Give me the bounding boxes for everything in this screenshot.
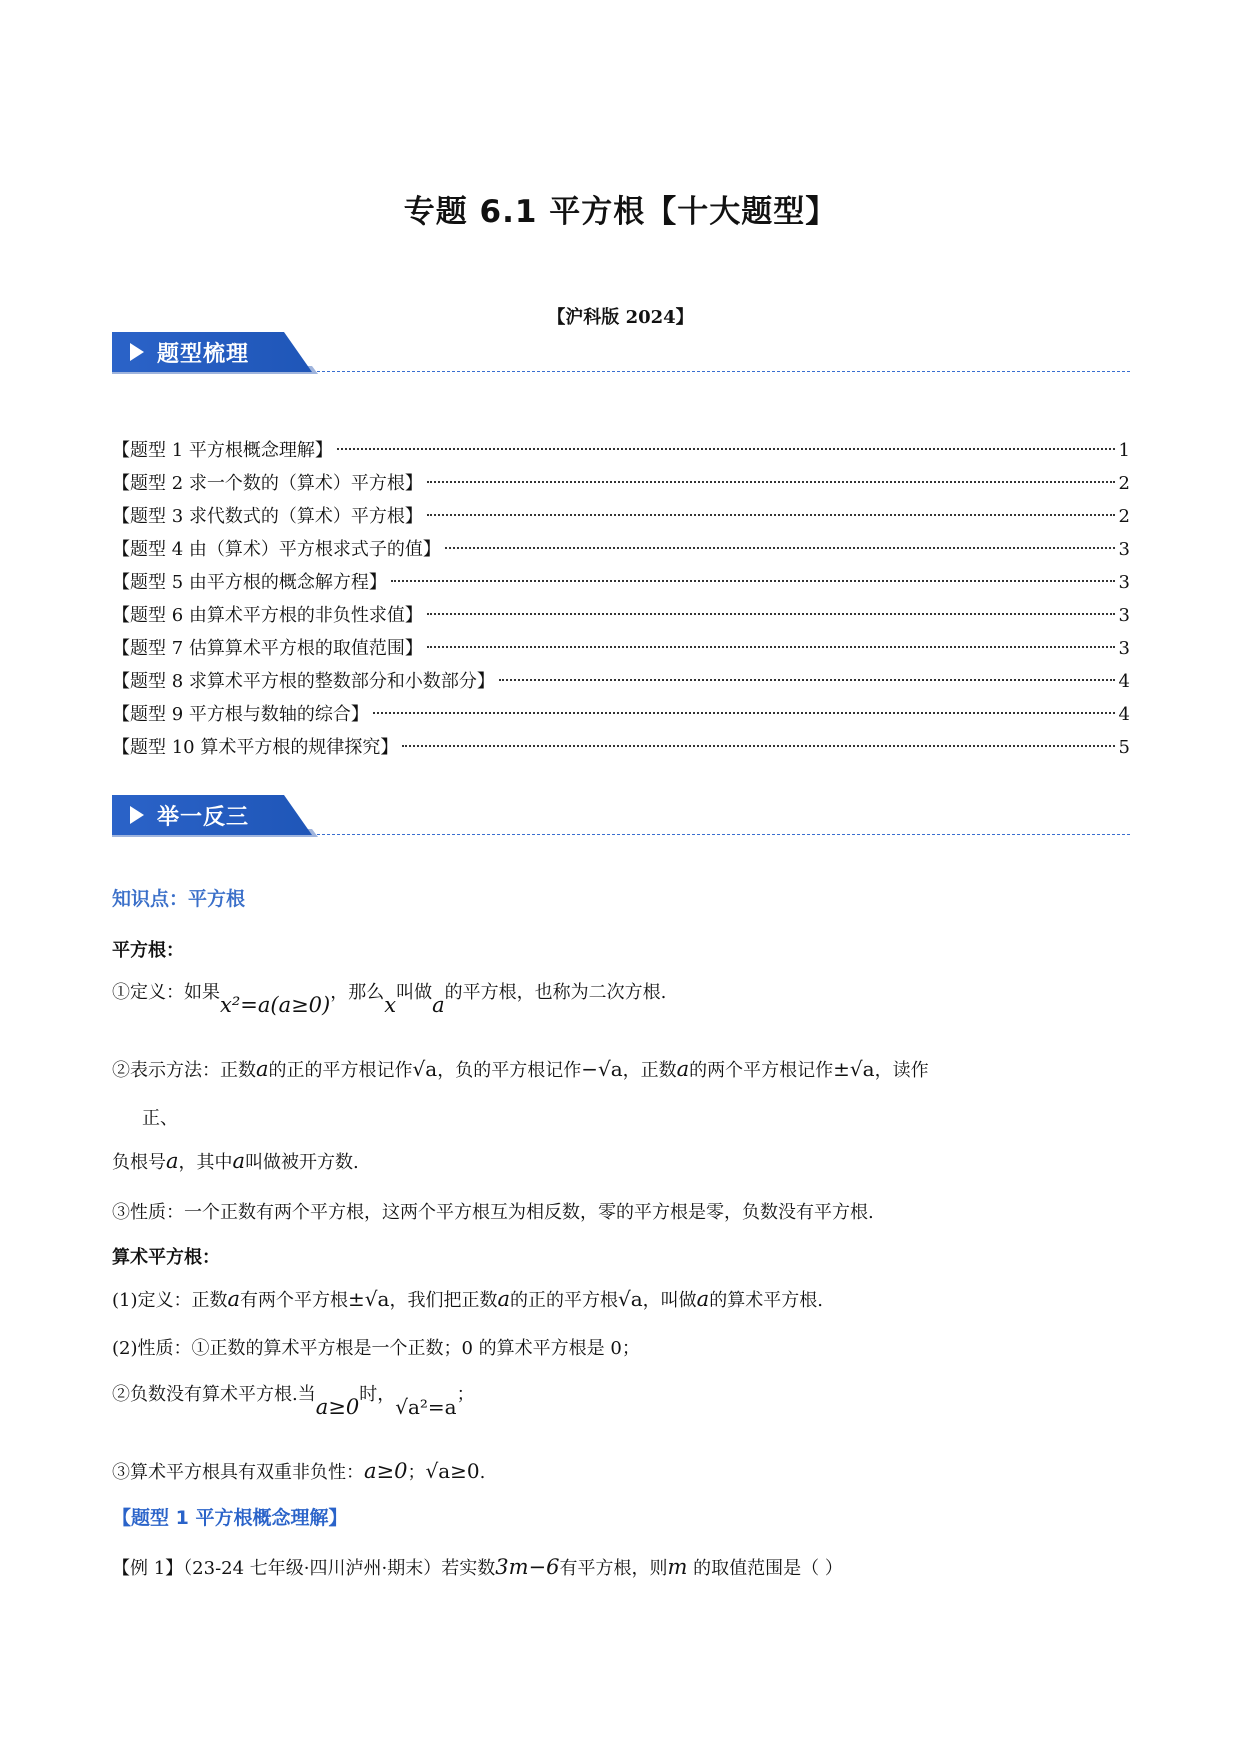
math-variable: a — [676, 1057, 690, 1081]
toc-entry-text: 【题型 10 算术平方根的规律探究】 — [112, 737, 399, 758]
arithmetic-property-2 — [112, 1380, 1130, 1419]
toc-entry[interactable] — [112, 533, 1130, 566]
toc-entry-text: 【题型 4 由（算术）平方根求式子的值】 — [112, 539, 441, 560]
arithmetic-property-1: (2)性质：①正数的算术平方根是一个正数；0 的算术平方根是 0； — [112, 1338, 640, 1359]
toc-entry[interactable] — [112, 632, 1130, 665]
toc-entry-text: 【题型 1 平方根概念理解】 — [112, 440, 333, 461]
text: ，正数 — [622, 1060, 677, 1081]
text: . — [479, 1462, 486, 1483]
math-variable: a — [166, 1149, 179, 1173]
toc-entry[interactable] — [112, 698, 1130, 731]
toc-leader — [427, 481, 1115, 483]
square-root-heading: 平方根： — [112, 940, 184, 961]
text: ，叫做 — [642, 1290, 697, 1311]
page-title: 专题 6.1 平方根【十大题型】 — [403, 194, 838, 230]
text: (1)定义：正数 — [112, 1290, 228, 1311]
toc-page-number: 3 — [1118, 539, 1130, 560]
toc-page-number: 2 — [1118, 473, 1130, 494]
arithmetic-root-heading: 算术平方根： — [112, 1247, 220, 1268]
toc-page-number: 4 — [1118, 671, 1130, 692]
banner-label: 题型梳理 — [157, 342, 250, 367]
text: ②表示方法：正数 — [112, 1060, 256, 1081]
toc-entry[interactable] — [112, 434, 1130, 467]
toc-page-number: 2 — [1118, 506, 1130, 527]
banner-divider — [317, 371, 1130, 372]
toc-page-number: 4 — [1118, 704, 1130, 725]
toc-entry[interactable] — [112, 731, 1130, 764]
toc-leader — [427, 514, 1115, 516]
definition-line — [112, 978, 1130, 1017]
toc-entry-text: 【题型 2 求一个数的（算术）平方根】 — [112, 473, 423, 494]
toc-entry-text: 【题型 7 估算算术平方根的取值范围】 — [112, 638, 423, 659]
question-type-title: 【题型 1 平方根概念理解】 — [112, 1507, 348, 1529]
arithmetic-definition-line — [112, 1286, 1130, 1312]
text: ②负数没有算术平方根.当 — [112, 1384, 316, 1405]
text: ③算术平方根具有双重非负性： — [112, 1462, 364, 1483]
toc-entry[interactable] — [112, 665, 1130, 698]
math-variable: a — [696, 1287, 710, 1311]
toc-entry-text: 【题型 6 由算术平方根的非负性求值】 — [112, 605, 423, 626]
toc-page-number: 3 — [1118, 605, 1130, 626]
property-line: ③性质：一个正数有两个平方根，这两个平方根互为相反数，零的平方根是零，负数没有平方根. — [112, 1202, 874, 1223]
math-expression: a≥0 — [364, 1459, 408, 1483]
text: ，其中 — [178, 1152, 233, 1173]
text: 叫做 — [396, 982, 433, 1003]
text: 的取值范围是（ ） — [687, 1558, 843, 1579]
math-variable: a — [227, 1287, 241, 1311]
toc-entry-text: 【题型 8 求算术平方根的整数部分和小数部分】 — [112, 671, 495, 692]
math-variable: m — [667, 1555, 688, 1579]
radical-expression: √a≥0 — [425, 1459, 480, 1483]
math-expression: a≥0 — [315, 1395, 360, 1419]
math-variable: a — [232, 1149, 246, 1173]
toc-page-number: 3 — [1118, 572, 1130, 593]
text: 叫做被开方数. — [245, 1152, 359, 1173]
text: ，我们把正数 — [389, 1290, 498, 1311]
section-banner-examples — [112, 795, 1130, 839]
play-arrow-icon — [130, 343, 144, 361]
math-variable: x — [384, 993, 397, 1017]
toc-leader — [427, 646, 1115, 648]
toc-entry-text: 【题型 9 平方根与数轴的综合】 — [112, 704, 369, 725]
text: 的正的平方根 — [510, 1290, 618, 1311]
text: 有两个平方根 — [240, 1290, 349, 1311]
toc-leader — [391, 580, 1115, 582]
banner-divider — [317, 834, 1130, 835]
text: 【例 1】（23-24 七年级·四川泸州·期末）若实数 — [112, 1558, 496, 1579]
representation-line — [112, 1056, 1130, 1082]
toc-page-number: 5 — [1118, 737, 1130, 758]
section-banner-toc — [112, 332, 1130, 376]
toc-entry[interactable] — [112, 467, 1130, 500]
text: ，读作 — [874, 1060, 929, 1081]
text: 有平方根，则 — [559, 1558, 668, 1579]
text: 的正的平方根记作 — [268, 1060, 413, 1081]
math-expression: 3m−6 — [495, 1555, 560, 1579]
knowledge-point-title: 知识点：平方根 — [112, 888, 246, 910]
toc-leader — [427, 613, 1115, 615]
radical-expression: −√a — [581, 1057, 623, 1081]
arithmetic-property-3 — [112, 1458, 1130, 1484]
toc-leader — [402, 745, 1114, 747]
representation-line-2 — [112, 1148, 1130, 1174]
text: ； — [456, 1384, 475, 1405]
toc-leader — [337, 448, 1115, 450]
table-of-contents — [112, 434, 1130, 764]
text: 的平方根，也称为二次方根. — [444, 982, 667, 1003]
text: 的算术平方根. — [709, 1290, 823, 1311]
text: ，负的平方根记作 — [437, 1060, 582, 1081]
edition-label: 【沪科版 2024】 — [547, 307, 694, 328]
radical-expression: ±√a — [348, 1287, 390, 1311]
toc-entry[interactable] — [112, 566, 1130, 599]
text: 的两个平方根记作 — [689, 1060, 834, 1081]
radical-expression: √a — [618, 1287, 643, 1311]
play-arrow-icon — [130, 806, 144, 824]
text: ，那么 — [330, 982, 385, 1003]
toc-leader — [445, 547, 1115, 549]
toc-entry[interactable] — [112, 500, 1130, 533]
radical-expression: √a — [412, 1057, 438, 1081]
representation-line-cont: 正、 — [142, 1108, 178, 1129]
toc-entry[interactable] — [112, 599, 1130, 632]
radical-expression: ±√a — [833, 1057, 875, 1081]
toc-page-number: 3 — [1118, 638, 1130, 659]
example-1-line — [112, 1554, 1130, 1580]
toc-leader — [499, 679, 1115, 681]
math-variable: a — [432, 993, 445, 1017]
toc-entry-text: 【题型 3 求代数式的（算术）平方根】 — [112, 506, 423, 527]
math-expression: x²=a(a≥0) — [220, 993, 331, 1017]
toc-leader — [373, 712, 1115, 714]
banner-label: 举一反三 — [157, 805, 250, 830]
text: ； — [407, 1462, 426, 1483]
toc-page-number: 1 — [1118, 440, 1130, 461]
radical-expression: √a²=a — [395, 1395, 457, 1419]
math-variable: a — [497, 1287, 510, 1311]
text: 时， — [359, 1384, 396, 1405]
toc-entry-text: 【题型 5 由平方根的概念解方程】 — [112, 572, 387, 593]
text: 负根号 — [112, 1152, 166, 1173]
math-variable: a — [256, 1057, 269, 1081]
text: ①定义：如果 — [112, 982, 220, 1003]
